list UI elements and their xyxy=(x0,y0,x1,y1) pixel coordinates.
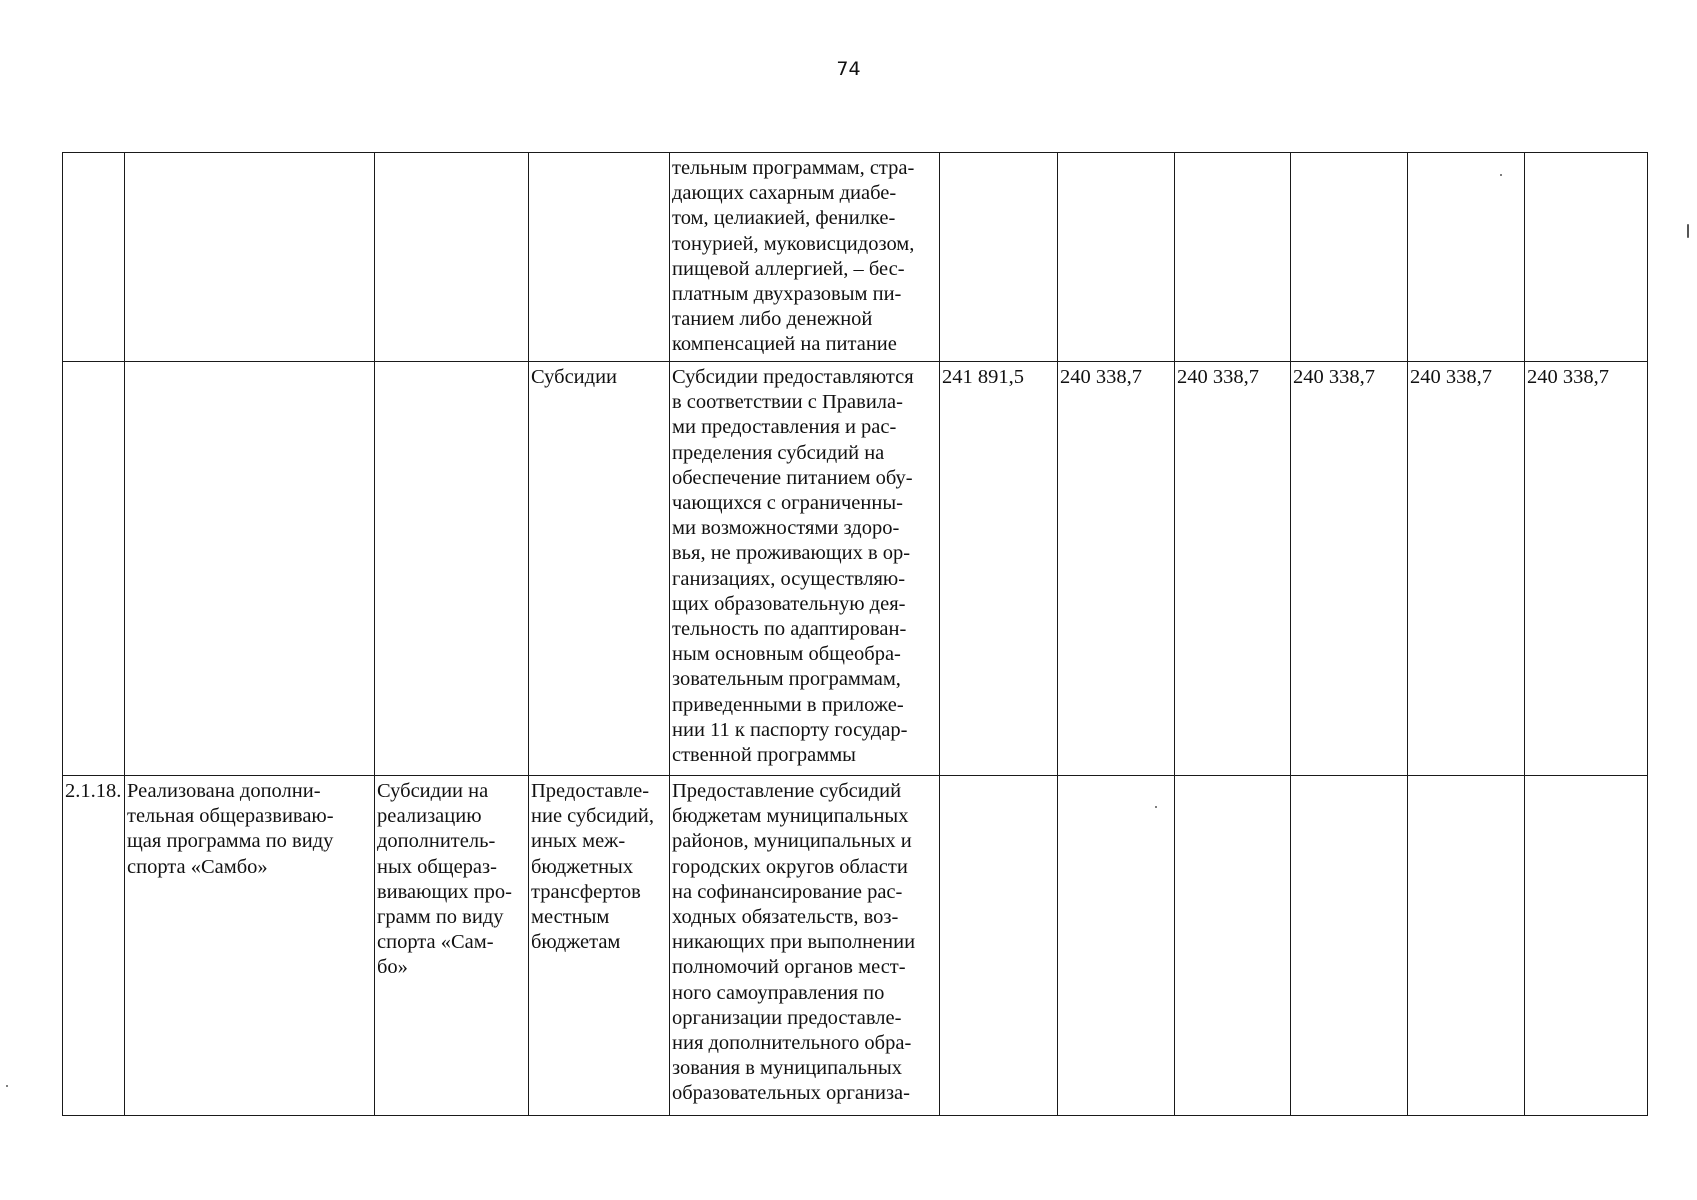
measure-name-cell: Субсидии на реализацию дополнитель- ных общераз- вивающих про- грамм по виду спорта «Сам- бо» xyxy=(375,776,529,1116)
scan-speck xyxy=(1687,224,1689,238)
value-cell xyxy=(1058,776,1175,1116)
table-row xyxy=(63,776,1648,1116)
row-number-cell: 2.1.18. xyxy=(63,776,125,1116)
row-number-cell xyxy=(63,153,125,362)
value-cell: 240 338,7 xyxy=(1058,362,1175,776)
scan-speck xyxy=(6,1085,8,1087)
measure-description-cell: Субсидии предоставляются в соответствии с Правила- ми предоставления и рас- пределения субсидий на обеспечение питанием обу- чающихся с ограниченны- ми возможностями здоро- вья, не проживающих в ор- ганизациях, осуществляю- щих образовательную дея- тельность по адаптирован- ным основным общеобра- зовательным программам, приведенными в приложе- нии 11 к паспорту государ- ственной программы xyxy=(670,362,940,776)
budget-measures-table xyxy=(62,152,1648,1116)
measure-description-cell: Предоставление субсидий бюджетам муниципальных районов, муниципальных и городских округов области на софинансирование рас- ходных обязательств, воз- никающих при выполнении полномочий органов мест- ного самоуправления по организации предоставле- ния дополнительного обра- зования в муниципальных образовательных организа- xyxy=(670,776,940,1116)
value-cell xyxy=(1408,776,1525,1116)
page-number: 74 xyxy=(836,58,861,80)
table-row xyxy=(63,153,1648,362)
value-cell xyxy=(1525,776,1648,1116)
value-cell: 240 338,7 xyxy=(1525,362,1648,776)
scan-speck xyxy=(1155,806,1157,808)
scan-speck xyxy=(1500,174,1502,176)
value-cell: 241 891,5 xyxy=(940,362,1058,776)
value-cell: 240 338,7 xyxy=(1291,362,1408,776)
value-cell xyxy=(1175,776,1291,1116)
result-name-cell xyxy=(125,153,375,362)
value-cell: 240 338,7 xyxy=(1175,362,1291,776)
value-cell xyxy=(1058,153,1175,362)
value-cell xyxy=(1291,776,1408,1116)
row-number-cell xyxy=(63,362,125,776)
measure-type-cell: Субсидии xyxy=(529,362,670,776)
measure-type-cell xyxy=(529,153,670,362)
measure-description-cell: тельным программам, стра- дающих сахарным диабе- том, целиакией, фенилке- тонурией, муковисцидозом, пищевой аллергией, – бес- платным двухразовым пи- танием либо денежной компенсацией на питание xyxy=(670,153,940,362)
measure-name-cell xyxy=(375,153,529,362)
value-cell xyxy=(940,153,1058,362)
table-row xyxy=(63,362,1648,776)
measure-type-cell: Предоставле- ние субсидий, иных меж- бюджетных трансфертов местным бюджетам xyxy=(529,776,670,1116)
value-cell xyxy=(1175,153,1291,362)
value-cell xyxy=(1525,153,1648,362)
result-name-cell xyxy=(125,362,375,776)
result-name-cell: Реализована дополни- тельная общеразвиваю- щая программа по виду спорта «Самбо» xyxy=(125,776,375,1116)
value-cell xyxy=(1291,153,1408,362)
value-cell: 240 338,7 xyxy=(1408,362,1525,776)
value-cell xyxy=(940,776,1058,1116)
value-cell xyxy=(1408,153,1525,362)
measure-name-cell xyxy=(375,362,529,776)
